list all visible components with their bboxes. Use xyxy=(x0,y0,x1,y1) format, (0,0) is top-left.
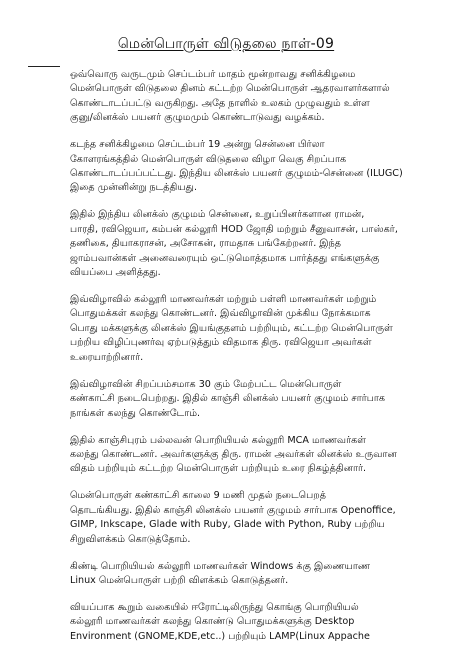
paragraph xyxy=(30,601,430,644)
paragraph xyxy=(30,293,430,365)
paragraph xyxy=(30,138,430,196)
paragraph-line: இதில் இந்திய லினக்ஸ் குழுமம் சென்னை, உறுப்பினர்களான ராமன், xyxy=(70,209,365,221)
paragraph-line: Environment (GNOME,KDE,etc..) பற்றியும் LAMP(Linux Appache xyxy=(70,630,370,642)
paragraph xyxy=(30,489,430,547)
paragraph-line: கண்காட்சி நடைபெற்றது. இதில் காஞ்சி லினக்ஸ் பயனர் குழுமம் சார்பாக xyxy=(70,393,386,405)
paragraph-line: பொதுமக்கள் கலந்து கொண்டனர். இவ்விழாவின் முக்கிய நோக்கமாக xyxy=(70,308,371,320)
paragraph-line: தொடங்கியது. இதில் காஞ்சி லினக்ஸ் பயனர் குழுமம் சார்பாக Openoffice, xyxy=(70,504,396,516)
paragraph xyxy=(30,560,430,589)
paragraph-line: கடந்த சனிக்கிழமை செப்டம்பர் 19 அன்று சென்னை பிர்லா xyxy=(70,139,325,151)
paragraph-line: உரையாற்றினார். xyxy=(70,351,144,363)
paragraph-line: மென்பொருள் கண்காட்சி காலை 9 மணி முதல் நடைபெறத் xyxy=(70,490,327,502)
paragraph-line: இவ்விழாவில் கல்லூரி மாணவர்கள் மற்றும் பள்ளி மாணவர்கள் மற்றும் xyxy=(70,294,377,306)
paragraph-line: வியப்பாக கூறும் வகையில் ஈரோட்டிலிருந்து கொங்கு பொறியியல் xyxy=(70,601,359,613)
paragraph-line: இதை முன்னின்று நடத்தியது. xyxy=(70,182,198,194)
paragraph-line: GIMP, Inkscape, Glade with Ruby, Glade with Python, Ruby பற்றிய xyxy=(70,519,385,531)
paragraph xyxy=(30,68,430,126)
paragraph-line: விதம் பற்றியும் கட்டற்ற மென்பொருள் பற்றியும் உரை நிகழ்த்தினார். xyxy=(70,463,367,475)
paragraph-line: சிறுவிளக்கம் கொடுத்தோம். xyxy=(70,533,191,545)
paragraph-line: மென்பொருள் விடுதலை தினம் கட்டற்ற மென்பொருள் ஆதரவாளர்களால் xyxy=(70,83,390,95)
paragraph-line: கலந்து கொண்டனர். அவர்களுக்கு திரு. ராமன் அவர்கள் லினக்ஸ் உருவான xyxy=(70,448,397,460)
paragraph-line: வியப்பை அளித்தது. xyxy=(70,267,161,279)
paragraph xyxy=(30,208,430,280)
page-title: மென்பொருள் விடுதலை நாள்-09 xyxy=(117,36,335,52)
paragraph-line: நாங்கள் கலந்து கொண்டோம். xyxy=(70,407,201,419)
paragraph-line: கோளரங்கத்தில் மென்பொருள் விடுதலை விழா வெகு சிறப்பாக xyxy=(70,153,347,165)
underline-rule xyxy=(28,66,60,67)
paragraph-line: பொது மக்களுக்கு லினக்ஸ் இயங்குதளம் பற்றியும், கட்டற்ற மென்பொருள் xyxy=(70,322,393,334)
paragraph-line: கிண்டி பொறியியல் கல்லூரி மாணவர்கள் Windows க்கு இணையாண xyxy=(70,560,371,572)
paragraph-line: கொண்டாடப்பட்டு வருகிறது. அதே நாளில் உலகம் முழுவதும் உள்ள xyxy=(70,97,370,109)
paragraph-line: பாரதி, ரவிஜெயா, கம்பன் கல்லூரி HOD ஜோதி மற்றும் சீனுவாசன், பாஸ்கர், xyxy=(70,223,398,235)
paragraph-line: கல்லூரி மாணவர்கள் கலந்து கொண்டு பொதுமக்களுக்கு Desktop xyxy=(70,616,355,628)
paragraph-line: இதில் காஞ்சிபுரம் பல்லவன் பொறியியல் கல்லூரி MCA மாணவர்கள் xyxy=(70,434,366,446)
paragraph-line: பற்றிய விழிப்புணர்வு ஏற்படுத்தும் விதமாக திரு. ரவிஜெயா அவர்கள் xyxy=(70,337,372,349)
paragraph xyxy=(30,434,430,477)
paragraph-line: குனு/லினக்ஸ் பயனர் குழுமமும் கொண்டாடுவது வழக்கம். xyxy=(70,112,325,124)
paragraph xyxy=(30,378,430,421)
document-body xyxy=(30,68,430,657)
paragraph-line: தணிகை, தியாகராசன், அசோகன், ராமதாசு பங்கேற்றனர். இந்த xyxy=(70,238,342,250)
paragraph-line: ஒவ்வொரு வருடமும் செப்டம்பர் மாதம் மூன்றாவது சனிக்கிழமை xyxy=(70,69,356,80)
paragraph-line: இவ்விழாவின் சிறப்பம்சமாக 30 கும் மேற்பட்ட மென்பொருள் xyxy=(70,378,342,390)
paragraph-line: ஜாம்பவான்கள் அனைவரையும் ஒட்டுமொத்தமாக பார்த்தது எங்களுக்கு xyxy=(70,252,380,264)
paragraph-line: Linux மென்பொருள் பற்றி விளக்கம் கொடுத்தனர். xyxy=(70,574,289,586)
paragraph-line: கொண்டாடப்பப்பட்டது. இந்திய லினக்ஸ் பயனர் குழுமம்-சென்னை (ILUGC) xyxy=(70,168,403,180)
